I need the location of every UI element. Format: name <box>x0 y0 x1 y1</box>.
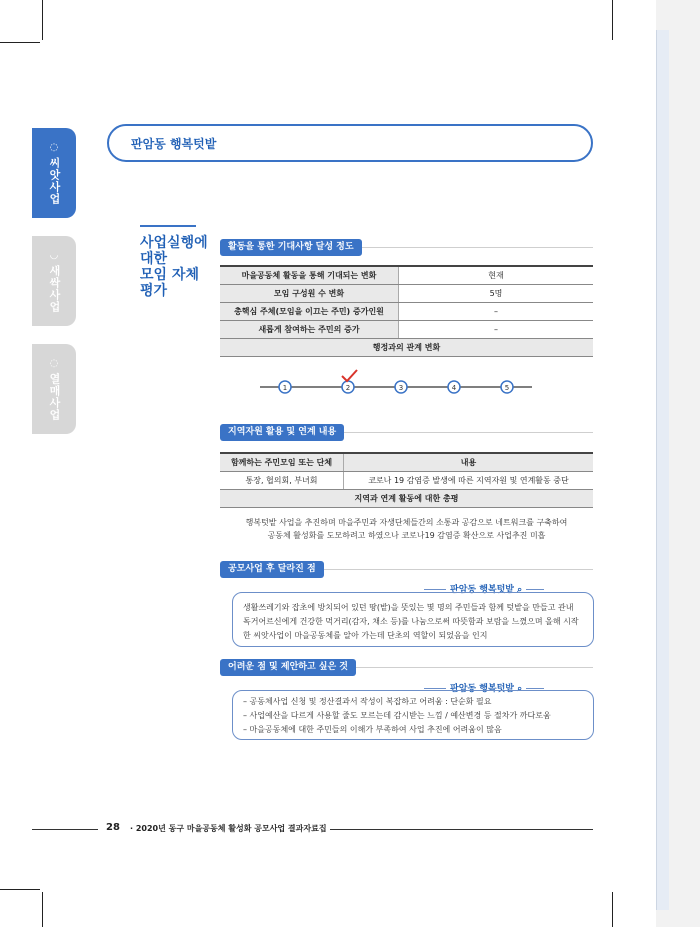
table-row <box>220 285 593 303</box>
side-tab-label: 씨앗사업 <box>48 156 61 205</box>
after-line: 독거어르신에게 건강한 먹거리(감자, 채소 등)를 나눔으로써 따뜻함과 보람을 느꼈으며 올해 시작 <box>243 617 579 626</box>
scale-label: 2 <box>345 384 351 392</box>
after-box <box>232 592 594 647</box>
page-number: 28 <box>106 822 120 833</box>
crop-mark <box>42 892 43 927</box>
review-label: 지역과 연계 활동에 대한 총평 <box>220 490 593 508</box>
search-icon: ⌕ <box>517 684 523 694</box>
scale-point-1 <box>279 381 291 393</box>
scale-label: 4 <box>451 384 457 392</box>
difficulty-item: – 마을공동체에 대한 주민들의 이해가 부족하여 사업 추진에 어려움이 많음 <box>243 725 502 734</box>
side-tab-label: 새싹사업 <box>48 264 61 313</box>
table-row <box>220 266 593 285</box>
column-header: 함께하는 주민모임 또는 단체 <box>220 453 344 472</box>
side-title-line: 평가 <box>140 283 168 299</box>
crop-mark <box>42 0 43 40</box>
row-value: 현재 <box>399 266 594 285</box>
admin-change-label: 행정과의 관계 변화 <box>220 339 593 357</box>
check-mark-icon <box>342 370 357 381</box>
page-title: 판암동 행복텃밭 <box>131 137 217 151</box>
side-tab-label: 열매사업 <box>48 372 61 421</box>
fruit-icon: ◌ <box>49 357 59 369</box>
table-row <box>220 339 593 357</box>
section-heading-after: 공모사업 후 달라진 점 <box>220 561 324 578</box>
crop-mark <box>0 889 40 890</box>
row-label: 모임 구성원 수 변화 <box>220 285 399 303</box>
scale-label: 1 <box>282 384 288 392</box>
page-footer <box>32 822 593 836</box>
footer-text: · 2020년 동구 마을공동체 활성화 공모사업 결과자료집 <box>130 824 327 833</box>
seed-icon: ◌ <box>49 141 59 153</box>
box-label-text: 판암동 행복텃밭 <box>450 684 514 694</box>
expectation-table <box>220 265 593 357</box>
scale-point-4 <box>448 381 460 393</box>
row-label: 마을공동체 활동을 통해 기대되는 변화 <box>220 266 399 285</box>
footer-rule <box>32 829 98 830</box>
table-row <box>220 303 593 321</box>
relationship-scale <box>220 368 593 408</box>
table-row <box>220 472 593 490</box>
row-label: 새롭게 참여하는 주민의 증가 <box>220 321 399 339</box>
scale-point-3 <box>395 381 407 393</box>
side-tab-seed[interactable] <box>32 128 76 218</box>
sprout-icon: ◡ <box>49 249 59 261</box>
row-value: – <box>399 303 594 321</box>
section-heading-difficulty: 어려운 점 및 제안하고 싶은 것 <box>220 659 356 676</box>
scale-label: 3 <box>398 384 404 392</box>
difficulty-item: – 공동체사업 신청 및 정산결과서 작성이 복잡하고 어려움 : 단순화 필요 <box>243 697 492 706</box>
row-value: 5명 <box>399 285 594 303</box>
side-title-line: 모임 자체 <box>140 267 199 283</box>
footer-rule <box>330 829 593 830</box>
scale-point-2 <box>342 381 354 393</box>
org-cell: 통장, 협의회, 부녀회 <box>220 472 344 490</box>
review-line: 공동체 활성화를 도모하려고 하였으나 코로나19 감염증 확산으로 사업추진 미흡 <box>267 531 546 540</box>
side-title <box>140 235 210 299</box>
table-row <box>220 490 593 508</box>
review-line: 행복텃밭 사업을 추진하며 마을주민과 자생단체들간의 소통과 공감으로 네트워크를 구축하여 <box>245 518 568 527</box>
row-value: – <box>399 321 594 339</box>
table-row <box>220 453 593 472</box>
section-heading-expectation: 활동을 통한 기대사항 달성 정도 <box>220 239 362 256</box>
side-tab-sprout[interactable] <box>32 236 76 326</box>
difficulty-item: – 사업예산을 다르게 사용할 줄도 모르는데 감시받는 느낌 / 예산변경 등 절차가 까다로움 <box>243 711 551 720</box>
row-label: 총핵심 주체(모임을 이끄는 주민) 증가인원 <box>220 303 399 321</box>
crop-mark <box>0 42 40 43</box>
side-title-rule <box>140 225 196 227</box>
after-line: 한 씨앗사업이 마을공동체를 알아 가는데 단초의 역할이 되었음을 인지 <box>243 631 488 640</box>
table-row <box>220 321 593 339</box>
crop-mark <box>612 0 613 40</box>
section-heading-resources: 지역자원 활용 및 연계 내용 <box>220 424 344 441</box>
column-header: 내용 <box>344 453 594 472</box>
scale-label: 5 <box>504 384 510 392</box>
content-cell: 코로나 19 감염증 발생에 따른 지역자원 및 연계활동 중단 <box>344 472 594 490</box>
side-tab-fruit[interactable] <box>32 344 76 434</box>
crop-mark <box>612 892 613 927</box>
review-text <box>220 516 593 542</box>
scale-point-5 <box>501 381 513 393</box>
search-icon: ⌕ <box>517 585 523 595</box>
after-line: 생활쓰레기와 잡초에 방치되어 있던 땅(밭)을 뜻있는 몇 명의 주민들과 함께 텃밭을 만들고 관내 <box>243 603 574 612</box>
resources-table <box>220 452 593 508</box>
side-title-line: 사업실행에 <box>140 235 208 251</box>
box-label-text: 판암동 행복텃밭 <box>450 585 514 595</box>
page-title-bar <box>107 124 593 162</box>
page-edge <box>656 30 669 910</box>
side-title-line: 대한 <box>140 251 168 267</box>
difficulty-box <box>232 690 594 740</box>
